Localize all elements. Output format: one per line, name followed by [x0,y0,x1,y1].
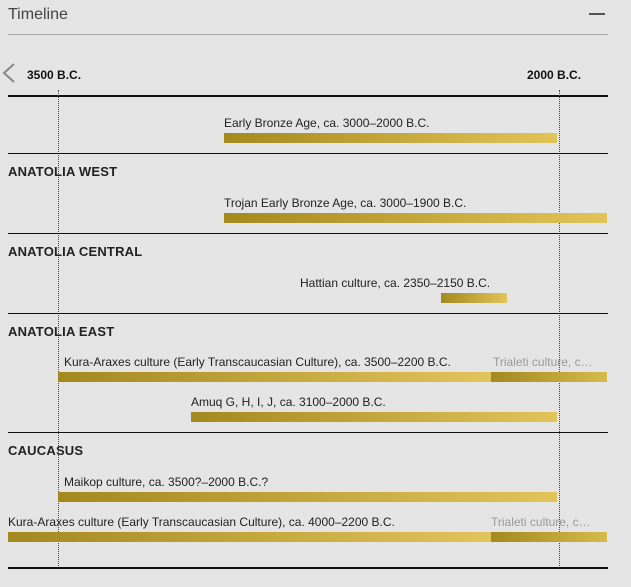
maikop-bar[interactable] [58,492,557,502]
header-divider [8,34,608,35]
section-divider [8,313,608,314]
section-anatolia-west: ANATOLIA WEST [8,164,118,179]
hattian-bar[interactable] [441,293,507,303]
early-bronze-label: Early Bronze Age, ca. 3000–2000 B.C. [224,116,430,130]
section-anatolia-east: ANATOLIA EAST [8,324,115,339]
end-guide-line [559,90,560,568]
hattian-label: Hattian culture, ca. 2350–2150 B.C. [300,276,491,290]
collapse-button[interactable] [589,13,605,15]
axis-start-label: 3500 B.C. [27,68,82,82]
axis-rule [8,95,608,97]
kura-araxes-east-bar[interactable] [58,372,491,382]
section-divider [8,153,608,154]
kura-araxes-caucasus-label: Kura-Araxes culture (Early Transcaucasian Culture), ca. 4000–2200 B.C. [8,515,395,529]
maikop-label: Maikop culture, ca. 3500?–2000 B.C.? [64,475,269,489]
axis-end-label: 2000 B.C. [527,68,582,82]
previous-arrow-icon[interactable] [1,62,17,84]
trialeti-caucasus-label: Trialeti culture, c… [491,515,591,529]
section-anatolia-central: ANATOLIA CENTRAL [8,244,143,259]
section-caucasus: CAUCASUS [8,443,84,458]
trojan-label: Trojan Early Bronze Age, ca. 3000–1900 B.C. [224,196,467,210]
early-bronze-bar[interactable] [224,133,557,143]
kura-araxes-east-label: Kura-Araxes culture (Early Transcaucasian Culture), ca. 3500–2200 B.C. [64,355,451,369]
trialeti-caucasus-bar[interactable] [491,532,607,542]
amuq-bar[interactable] [191,412,557,422]
section-divider [8,233,608,234]
section-divider [8,432,608,433]
bottom-rule [8,567,608,569]
amuq-label: Amuq G, H, I, J, ca. 3100–2000 B.C. [191,395,386,409]
trojan-bar[interactable] [224,213,607,223]
panel-title: Timeline [8,6,68,23]
trialeti-east-bar[interactable] [491,372,607,382]
kura-araxes-caucasus-bar[interactable] [8,532,491,542]
trialeti-east-label: Trialeti culture, c… [493,355,593,369]
